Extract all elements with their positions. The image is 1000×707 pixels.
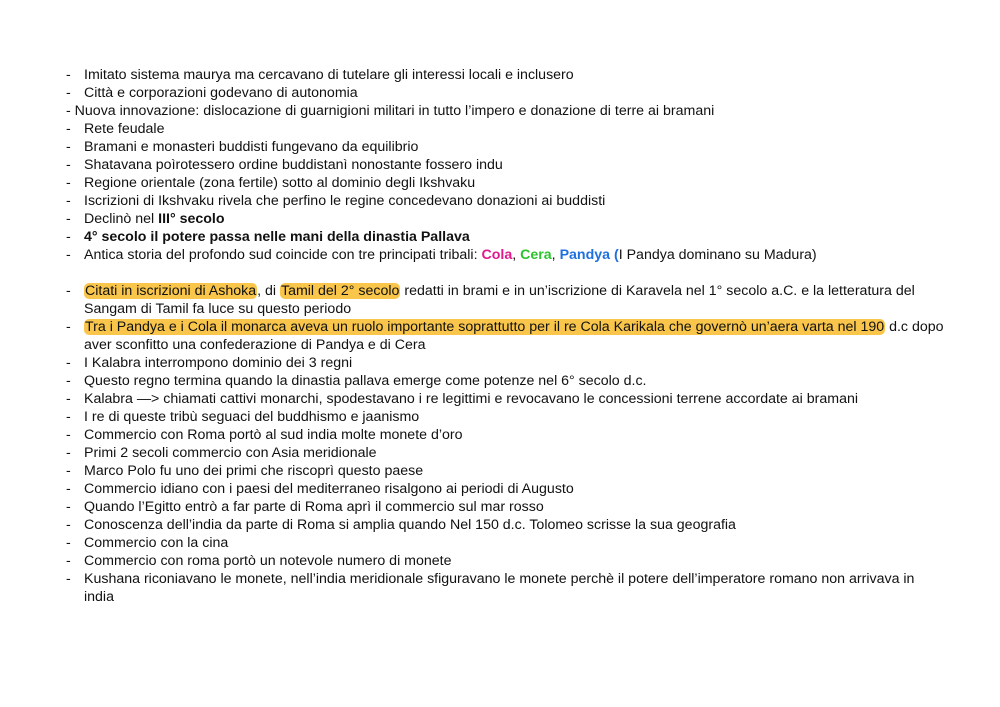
bullet-dash: - <box>66 85 71 101</box>
list-item <box>66 516 946 534</box>
list-item <box>66 354 946 372</box>
line-text: Quando l’Egitto entrò a far parte di Roma aprì il commercio sul mar rosso <box>84 499 544 515</box>
line-text: Commercio con roma portò un notevole numero di monete <box>84 553 452 569</box>
line-text: Iscrizioni di Ikshvaku rivela che perfino le regine concedevano donazioni ai buddisti <box>84 193 606 209</box>
bullet-dash: - <box>66 211 71 227</box>
pandya-label: Pandya ( <box>559 247 619 263</box>
highlighted-text: Citati in iscrizioni di Ashoka <box>85 283 257 299</box>
list-item <box>66 156 946 174</box>
bullet-dash: - <box>66 247 71 263</box>
list-item <box>66 192 946 210</box>
bullet-dash: - <box>66 355 71 371</box>
cola-label: Cola <box>481 247 513 263</box>
list-item <box>66 246 946 264</box>
bold-text: III° secolo <box>158 211 225 227</box>
line-text: Bramani e monasteri buddisti fungevano da equilibrio <box>84 139 419 155</box>
line-text: , di <box>257 283 280 299</box>
list-item <box>66 372 946 390</box>
list-item <box>66 426 946 444</box>
line-text: Shatavana poìrotessero ordine buddistanì nonostante fossero indu <box>84 157 503 173</box>
cera-label: Cera <box>520 247 552 263</box>
bullet-dash: - <box>66 445 71 461</box>
line-text: Regione orientale (zona fertile) sotto al dominio degli Ikshvaku <box>84 175 476 191</box>
bold-text: 4° secolo il potere passa nelle mani della dinastia Pallava <box>84 229 470 245</box>
list-item <box>66 462 946 480</box>
line-text: Commercio con la cina <box>84 535 229 551</box>
list-item <box>66 282 946 318</box>
separator: , <box>512 247 521 263</box>
list-item <box>66 552 946 570</box>
separator: , <box>551 247 560 263</box>
bullet-dash: - <box>66 409 71 425</box>
bullet-dash: - <box>66 463 71 479</box>
list-item <box>66 120 946 138</box>
bullet-dash: - <box>66 553 71 569</box>
list-item <box>66 408 946 426</box>
line-text: Primi 2 secoli commercio con Asia meridionale <box>84 445 377 461</box>
list-item <box>66 66 946 84</box>
bullet-dash: - <box>66 571 71 587</box>
line-text: Commercio idiano con i paesi del mediterraneo risalgono ai periodi di Augusto <box>84 481 574 497</box>
bullet-dash: - <box>66 373 71 389</box>
bullet-dash: - <box>66 427 71 443</box>
list-item <box>66 444 946 462</box>
list-item <box>66 390 946 408</box>
line-text: Marco Polo fu uno dei primi che riscoprì questo paese <box>84 463 424 479</box>
line-text: Kalabra —> chiamati cattivi monarchi, spodestavano i re legittimi e revocavano le concessioni terrene accordate ai bramani <box>84 391 859 407</box>
bullet-dash: - <box>66 157 71 173</box>
list-item <box>66 138 946 156</box>
list-item <box>66 102 946 120</box>
list-item <box>66 534 946 552</box>
blank-line <box>66 264 946 282</box>
line-text: Antica storia del profondo sud coincide con tre principati tribali: <box>84 247 482 263</box>
line-text: Conoscenza dell’india da parte di Roma si amplia quando Nel 150 d.c. Tolomeo scrisse la sua geografia <box>84 517 736 533</box>
bullet-dash: - <box>66 319 71 335</box>
line-text: Commercio con Roma portò al sud india molte monete d’oro <box>84 427 463 443</box>
highlighted-text: Tra i Pandya e i Cola il monarca aveva un ruolo importante soprattutto per il re Cola Karikala che governò un’aera varta nel 190 <box>85 319 885 335</box>
list-item <box>66 84 946 102</box>
bullet-dash: - <box>66 535 71 551</box>
line-text: Imitato sistema maurya ma cercavano di tutelare gli interessi locali e inclusero <box>84 67 574 83</box>
bullet-dash: - <box>66 517 71 533</box>
list-item <box>66 228 946 246</box>
line-text: Rete feudale <box>84 121 165 137</box>
bullet-dash: - <box>66 193 71 209</box>
line-text: - Nuova innovazione: dislocazione di guarnigioni militari in tutto l’impero e donazione di terre ai bramani <box>66 103 715 119</box>
bullet-dash: - <box>66 283 71 299</box>
line-text: d.c dopo aver sconfitto una confederazione di Pandya e di Cera <box>84 319 944 353</box>
bullet-dash: - <box>66 481 71 497</box>
list-item <box>66 318 946 354</box>
line-text: Questo regno termina quando la dinastia pallava emerge come potenze nel 6° secolo d.c. <box>84 373 647 389</box>
line-text: Declinò nel <box>84 211 159 227</box>
line-text: Kushana riconiavano le monete, nell’india meridionale sfiguravano le monete perchè il potere dell’imperatore romano non arrivava in india <box>84 571 915 605</box>
bullet-dash: - <box>66 499 71 515</box>
bullet-dash: - <box>66 67 71 83</box>
list-item <box>66 174 946 192</box>
notes-list <box>66 66 946 606</box>
line-text: I re di queste tribù seguaci del buddhismo e jaanismo <box>84 409 420 425</box>
bullet-dash: - <box>66 121 71 137</box>
bullet-dash: - <box>66 175 71 191</box>
list-item <box>66 480 946 498</box>
line-text: Città e corporazioni godevano di autonomia <box>84 85 358 101</box>
line-text: I Kalabra interrompono dominio dei 3 regni <box>84 355 353 371</box>
list-item <box>66 210 946 228</box>
line-text: I Pandya dominano su Madura) <box>618 247 817 263</box>
line-text: redatti in brami e in un’iscrizione di Karavela nel 1° secolo a.C. e la letteratura del Sangam di Tamil fa luce su questo periodo <box>84 283 915 317</box>
list-item <box>66 570 946 606</box>
bullet-dash: - <box>66 229 71 245</box>
bullet-dash: - <box>66 391 71 407</box>
bullet-dash: - <box>66 139 71 155</box>
highlighted-text: Tamil del 2° secolo <box>280 283 400 299</box>
list-item <box>66 498 946 516</box>
